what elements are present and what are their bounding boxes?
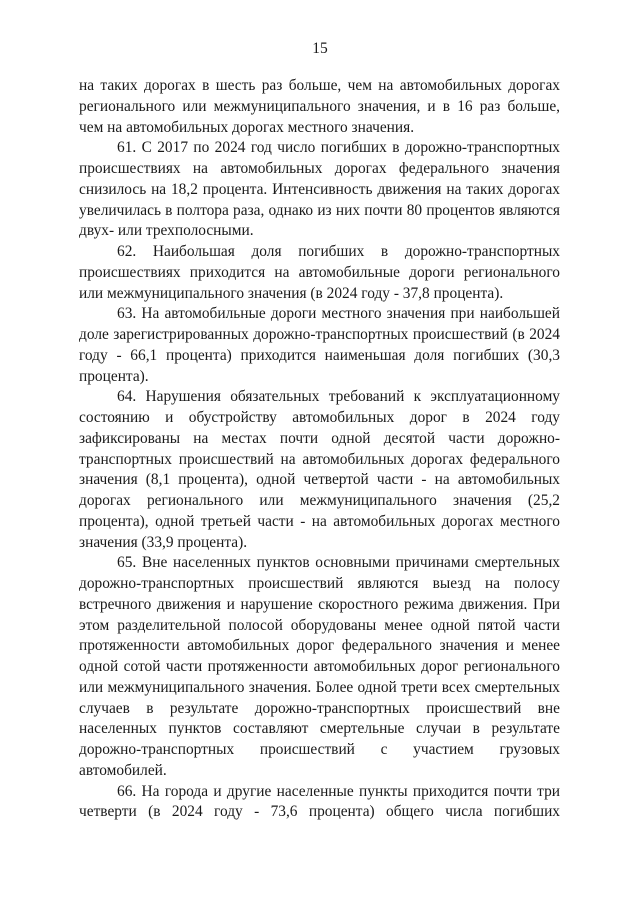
paragraph-66: 66. На города и другие населенные пункты приходится почти три четверти (в 2024 году - 73,6 процента) общего числа погибших <box>79 782 560 821</box>
paragraph-65: 65. Вне населенных пунктов основными причинами смертельных дорожно-транспортных происшествий являются выезд на полосу встречного движения и нарушение скоростного режима движения. При этом разделительной полосой оборудованы менее одной пятой части протяженности автомобильных дорог федерального значения и менее одной сотой части протяженности автомобильных дорог регионального или межмуниципального значения. Более одной трети всех смертельных случаев в результате дорожно-транспортных происшествий вне населенных пунктов составляют смертельные случаи в результате дорожно-транспортных происшествий с участием грузовых автомобилей. <box>79 554 560 779</box>
paragraph-62: 62. Наибольшая доля погибших в дорожно-транспортных происшествиях приходится на автомобильные дороги регионального или межмуниципального значения (в 2024 году - 37,8 процента). <box>79 243 560 302</box>
paragraph-63: 63. На автомобильные дороги местного значения при наибольшей доле зарегистрированных дорожно-транспортных происшествий (в 2024 году - 66,1 процента) приходится наименьшая доля погибших (30,3 процента). <box>79 305 560 385</box>
document-body <box>79 76 560 823</box>
paragraph-64: 64. Нарушения обязательных требований к эксплуатационному состоянию и обустройству автомобильных дорог в 2024 году зафиксированы на местах почти одной десятой части дорожно-транспортных происшествий на автомобильных дорогах федерального значения (8,1 процента), одной четвертой части - на автомобильных дорогах регионального или межмуниципального значения (25,2 процента), одной третьей части - на автомобильных дорогах местного значения (33,9 процента). <box>79 388 560 551</box>
paragraph-61: 61. С 2017 по 2024 год число погибших в дорожно-транспортных происшествиях на автомобильных дорогах федерального значения снизилось на 18,2 процента. Интенсивность движения на таких дорогах увеличилась в полтора раза, однако из них почти 80 процентов являются двух- или трехполосными. <box>79 139 560 240</box>
page-number: 15 <box>312 40 328 57</box>
paragraph-continuation: на таких дорогах в шесть раз больше, чем на автомобильных дорогах регионального или межмуниципального значения, и в 16 раз больше, чем на автомобильных дорогах местного значения. <box>79 77 560 136</box>
